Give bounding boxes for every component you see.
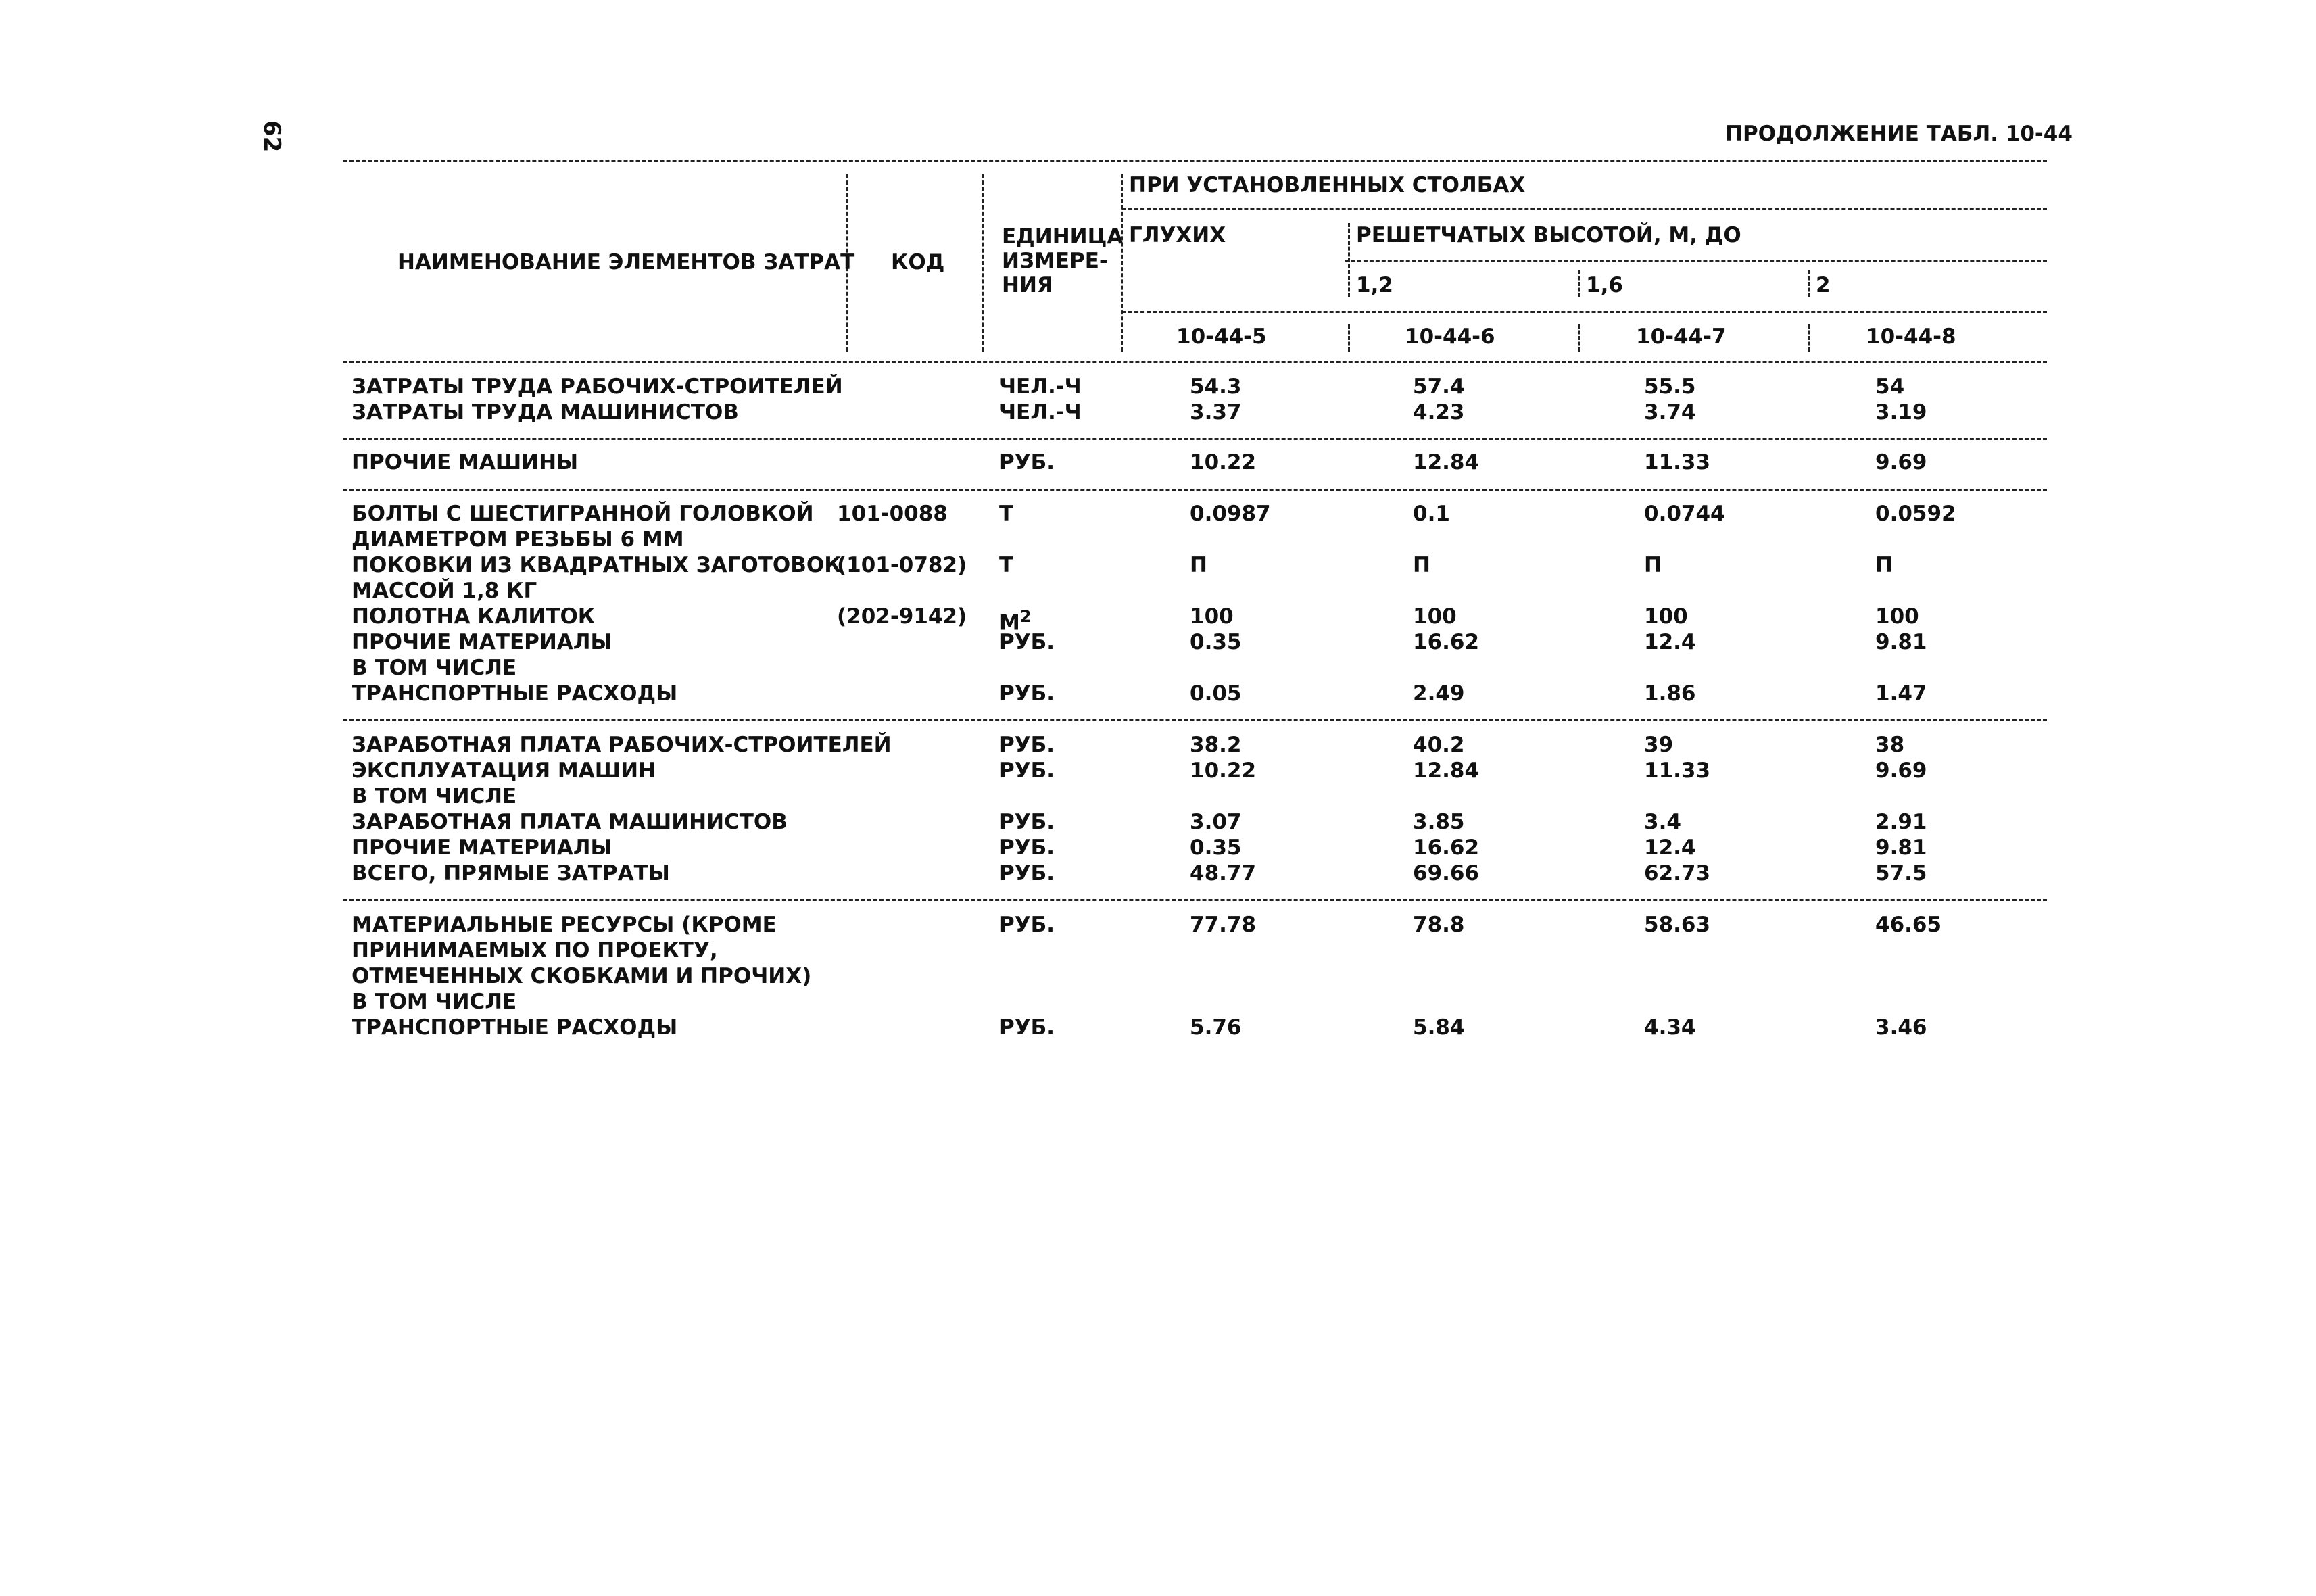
row-value: 10.22 [1190,450,1257,475]
section-rule [343,899,2047,901]
row-name: БОЛТЫ С ШЕСТИГРАННОЙ ГОЛОВКОЙ [352,502,814,526]
row-value: 0.35 [1190,630,1242,654]
header-unit-2: ИЗМЕРЕ- [1002,249,1108,273]
row-unit: РУБ. [999,681,1055,706]
row-value: 100 [1190,604,1234,629]
header-rule-1 [1122,208,2047,210]
row-name: ВСЕГО, ПРЯМЫЕ ЗАТРАТЫ [352,861,670,886]
header-name: НАИМЕНОВАНИЕ ЭЛЕМЕНТОВ ЗАТРАТ [397,250,855,274]
row-value: 9.69 [1875,450,1927,475]
header-height-3: 2 [1816,273,1831,297]
row-value: 100 [1413,604,1457,629]
row-name: ЗАТРАТЫ ТРУДА МАШИНИСТОВ [352,400,739,425]
row-value: 12.4 [1644,836,1696,860]
row-value: 2.49 [1413,681,1465,706]
row-value: 69.66 [1413,861,1480,886]
row-value: 10.22 [1190,758,1257,783]
row-value: 9.69 [1875,758,1927,783]
row-value: 12.4 [1644,630,1696,654]
col-divider-c8 [1808,324,1810,352]
row-name: ЗАРАБОТНАЯ ПЛАТА МАШИНИСТОВ [352,810,788,834]
row-unit: РУБ. [999,1015,1055,1040]
row-value: 9.81 [1875,836,1927,860]
table-top-rule [343,160,2047,162]
row-value: 48.77 [1190,861,1257,886]
row-name: В ТОМ ЧИСЛЕ [352,656,517,680]
row-code: 101-0088 [837,502,948,526]
row-name: ПОКОВКИ ИЗ КВАДРАТНЫХ ЗАГОТОВОК [352,553,842,577]
header-installed: ПРИ УСТАНОВЛЕННЫХ СТОЛБАХ [1129,173,1526,197]
col-divider-lattice [1348,223,1350,297]
row-value: 4.23 [1413,400,1465,425]
row-unit: РУБ. [999,861,1055,886]
header-solid: ГЛУХИХ [1129,223,1226,247]
row-name: ПРОЧИЕ МАШИНЫ [352,450,579,475]
section-rule [343,719,2047,721]
col-divider-h16 [1578,270,1580,297]
header-lattice: РЕШЕТЧАТЫХ ВЫСОТОЙ, М, ДО [1356,223,1741,247]
row-value: 0.05 [1190,681,1242,706]
col-divider-h2 [1808,270,1810,297]
row-name: МАССОЙ 1,8 КГ [352,579,537,603]
row-value: 11.33 [1644,758,1711,783]
row-value: 0.0592 [1875,502,1956,526]
row-unit: ЧЕЛ.-Ч [999,374,1082,399]
row-value: 16.62 [1413,836,1480,860]
row-name: ТРАНСПОРТНЫЕ РАСХОДЫ [352,681,678,706]
header-col-code-2: 10-44-6 [1405,324,1495,349]
row-value: 5.76 [1190,1015,1242,1040]
section-rule [343,438,2047,440]
col-divider-c7 [1578,324,1580,352]
row-value: 3.37 [1190,400,1242,425]
row-value: 11.33 [1644,450,1711,475]
row-value: 57.4 [1413,374,1465,399]
row-value: 100 [1875,604,1919,629]
row-value: 54.3 [1190,374,1242,399]
header-col-code-1: 10-44-5 [1176,324,1267,349]
row-unit: РУБ. [999,913,1055,937]
row-value: 0.0744 [1644,502,1725,526]
row-value: 3.85 [1413,810,1465,834]
row-value: 5.84 [1413,1015,1465,1040]
row-name: ДИАМЕТРОМ РЕЗЬБЫ 6 ММ [352,527,684,552]
header-unit-3: НИЯ [1002,273,1053,297]
row-name: ТРАНСПОРТНЫЕ РАСХОДЫ [352,1015,678,1040]
col-divider-unit [982,174,984,352]
header-code: КОД [891,250,945,274]
row-value: 2.91 [1875,810,1927,834]
row-value: 1.86 [1644,681,1696,706]
row-value: 54 [1875,374,1905,399]
row-value: 3.4 [1644,810,1681,834]
row-value: 0.35 [1190,836,1242,860]
row-value: 3.74 [1644,400,1696,425]
row-name: ЭКСПЛУАТАЦИЯ МАШИН [352,758,656,783]
header-col-code-3: 10-44-7 [1636,324,1727,349]
header-rule-3 [1122,311,2047,313]
row-unit: РУБ. [999,758,1055,783]
row-name: ЗАТРАТЫ ТРУДА РАБОЧИХ-СТРОИТЕЛЕЙ [352,374,843,399]
row-value: 62.73 [1644,861,1711,886]
row-value: П [1644,553,1662,577]
row-unit: Т [999,553,1014,577]
row-value: 3.46 [1875,1015,1927,1040]
row-name: ПРОЧИЕ МАТЕРИАЛЫ [352,630,612,654]
row-unit: РУБ. [999,733,1055,757]
row-unit: РУБ. [999,810,1055,834]
row-value: 12.84 [1413,450,1480,475]
row-name: В ТОМ ЧИСЛЕ [352,990,517,1014]
row-name: ПОЛОТНА КАЛИТОК [352,604,596,629]
row-value: 9.81 [1875,630,1927,654]
row-value: 38 [1875,733,1905,757]
row-value: 58.63 [1644,913,1711,937]
row-name: ОТМЕЧЕННЫХ СКОБКАМИ И ПРОЧИХ) [352,964,812,988]
row-value: 77.78 [1190,913,1257,937]
row-value: 4.34 [1644,1015,1696,1040]
header-height-1: 1,2 [1356,273,1393,297]
row-value: П [1875,553,1893,577]
row-code: (101-0782) [837,553,967,577]
row-unit: РУБ. [999,630,1055,654]
row-value: 78.8 [1413,913,1465,937]
header-bottom-rule [343,361,2047,363]
row-value: П [1190,553,1207,577]
row-value: 3.07 [1190,810,1242,834]
row-value: 46.65 [1875,913,1942,937]
row-unit: РУБ. [999,450,1055,475]
row-name: В ТОМ ЧИСЛЕ [352,784,517,808]
row-value: 0.1 [1413,502,1450,526]
row-value: 1.47 [1875,681,1927,706]
continuation-title: ПРОДОЛЖЕНИЕ ТАБЛ. 10-44 [1725,122,2073,146]
row-unit: $М^2$ [999,607,1032,635]
row-value: 57.5 [1875,861,1927,886]
row-value: 39 [1644,733,1674,757]
superscript-2: 2 [1019,607,1032,626]
row-value: П [1413,553,1430,577]
row-unit: РУБ. [999,836,1055,860]
header-height-2: 1,6 [1586,273,1623,297]
row-value: 0.0987 [1190,502,1271,526]
col-divider-c6 [1348,324,1350,352]
row-code: (202-9142) [837,604,967,629]
section-rule [343,489,2047,491]
header-unit-1: ЕДИНИЦА [1002,224,1124,249]
header-rule-2 [1345,260,2047,262]
header-col-code-4: 10-44-8 [1866,324,1956,349]
row-value: 12.84 [1413,758,1480,783]
row-unit: ЧЕЛ.-Ч [999,400,1082,425]
row-value: 16.62 [1413,630,1480,654]
row-value: 3.19 [1875,400,1927,425]
row-value: 38.2 [1190,733,1242,757]
row-name: ПРИНИМАЕМЫХ ПО ПРОЕКТУ, [352,938,718,963]
row-value: 55.5 [1644,374,1696,399]
row-name: ЗАРАБОТНАЯ ПЛАТА РАБОЧИХ-СТРОИТЕЛЕЙ [352,733,892,757]
row-value: 40.2 [1413,733,1465,757]
row-unit: Т [999,502,1014,526]
page-number: 62 [258,120,285,153]
col-divider-values [1121,174,1123,352]
row-value: 100 [1644,604,1688,629]
row-name: ПРОЧИЕ МАТЕРИАЛЫ [352,836,612,860]
row-name: МАТЕРИАЛЬНЫЕ РЕСУРСЫ (КРОМЕ [352,913,777,937]
